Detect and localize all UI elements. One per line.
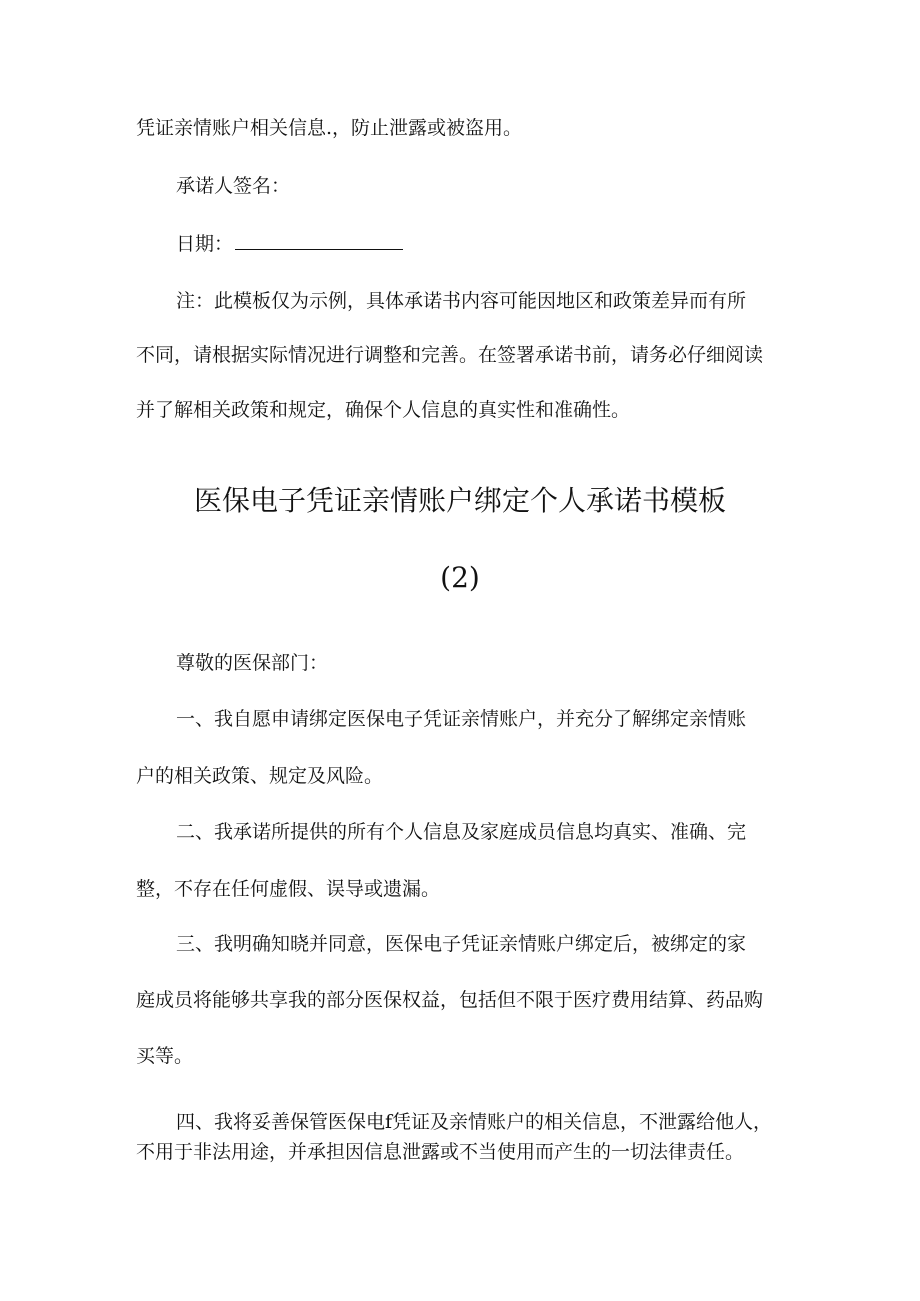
document-title: 医保电子凭证亲情账户绑定个人承诺书模板 [193,484,726,517]
signature-label: 承诺人签名： [176,175,291,197]
note-line-3: 并了解相关政策和规定，确保个人信息的真实性和准确性。 [136,399,631,421]
para-1-line-2: 户的相关政策、规定及风险。 [136,765,384,787]
note-line-2: 不同，请根据实际情况进行调整和完善。在签署承诺书前，请务必仔细阅读 [136,344,764,366]
greeting: 尊敬的医保部门： [176,652,329,674]
para-1-line-1: 一、我自愿申请绑定医保电子凭证亲情账户，并充分了解绑定亲情账 [176,708,747,730]
date-label: 日期： [176,233,234,255]
para-4-line-1: 四、我将妥善保管医保电f凭证及亲情账户的相关信息，不泄露给他人， [176,1111,773,1133]
date-blank [235,231,403,250]
para-2-line-2: 整，不存在任何虚假、误导或遗漏。 [136,878,441,900]
line-1: 凭证亲情账户相关信息.，防止泄露或被盗用。 [136,117,523,139]
para-4-line-2: 不用于非法用途，并承担因信息泄露或不当使用而产生的一切法律责任。 [136,1141,745,1163]
date-row [176,231,403,256]
para-3-line-1: 三、我明确知晓并同意，医保电子凭证亲情账户绑定后，被绑定的家 [176,933,747,955]
para-2-line-1: 二、我承诺所提供的所有个人信息及家庭成员信息均真实、准确、完 [176,821,747,843]
para-3-line-2: 庭成员将能够共享我的部分医保权益，包括但不限于医疗费用结算、药品购 [136,989,764,1011]
document-title-number: (2) [440,561,480,594]
note-line-1: 注：此模板仅为示例，具体承诺书内容可能因地区和政策差异而有所 [176,290,747,312]
para-3-line-3: 买等。 [136,1045,194,1067]
